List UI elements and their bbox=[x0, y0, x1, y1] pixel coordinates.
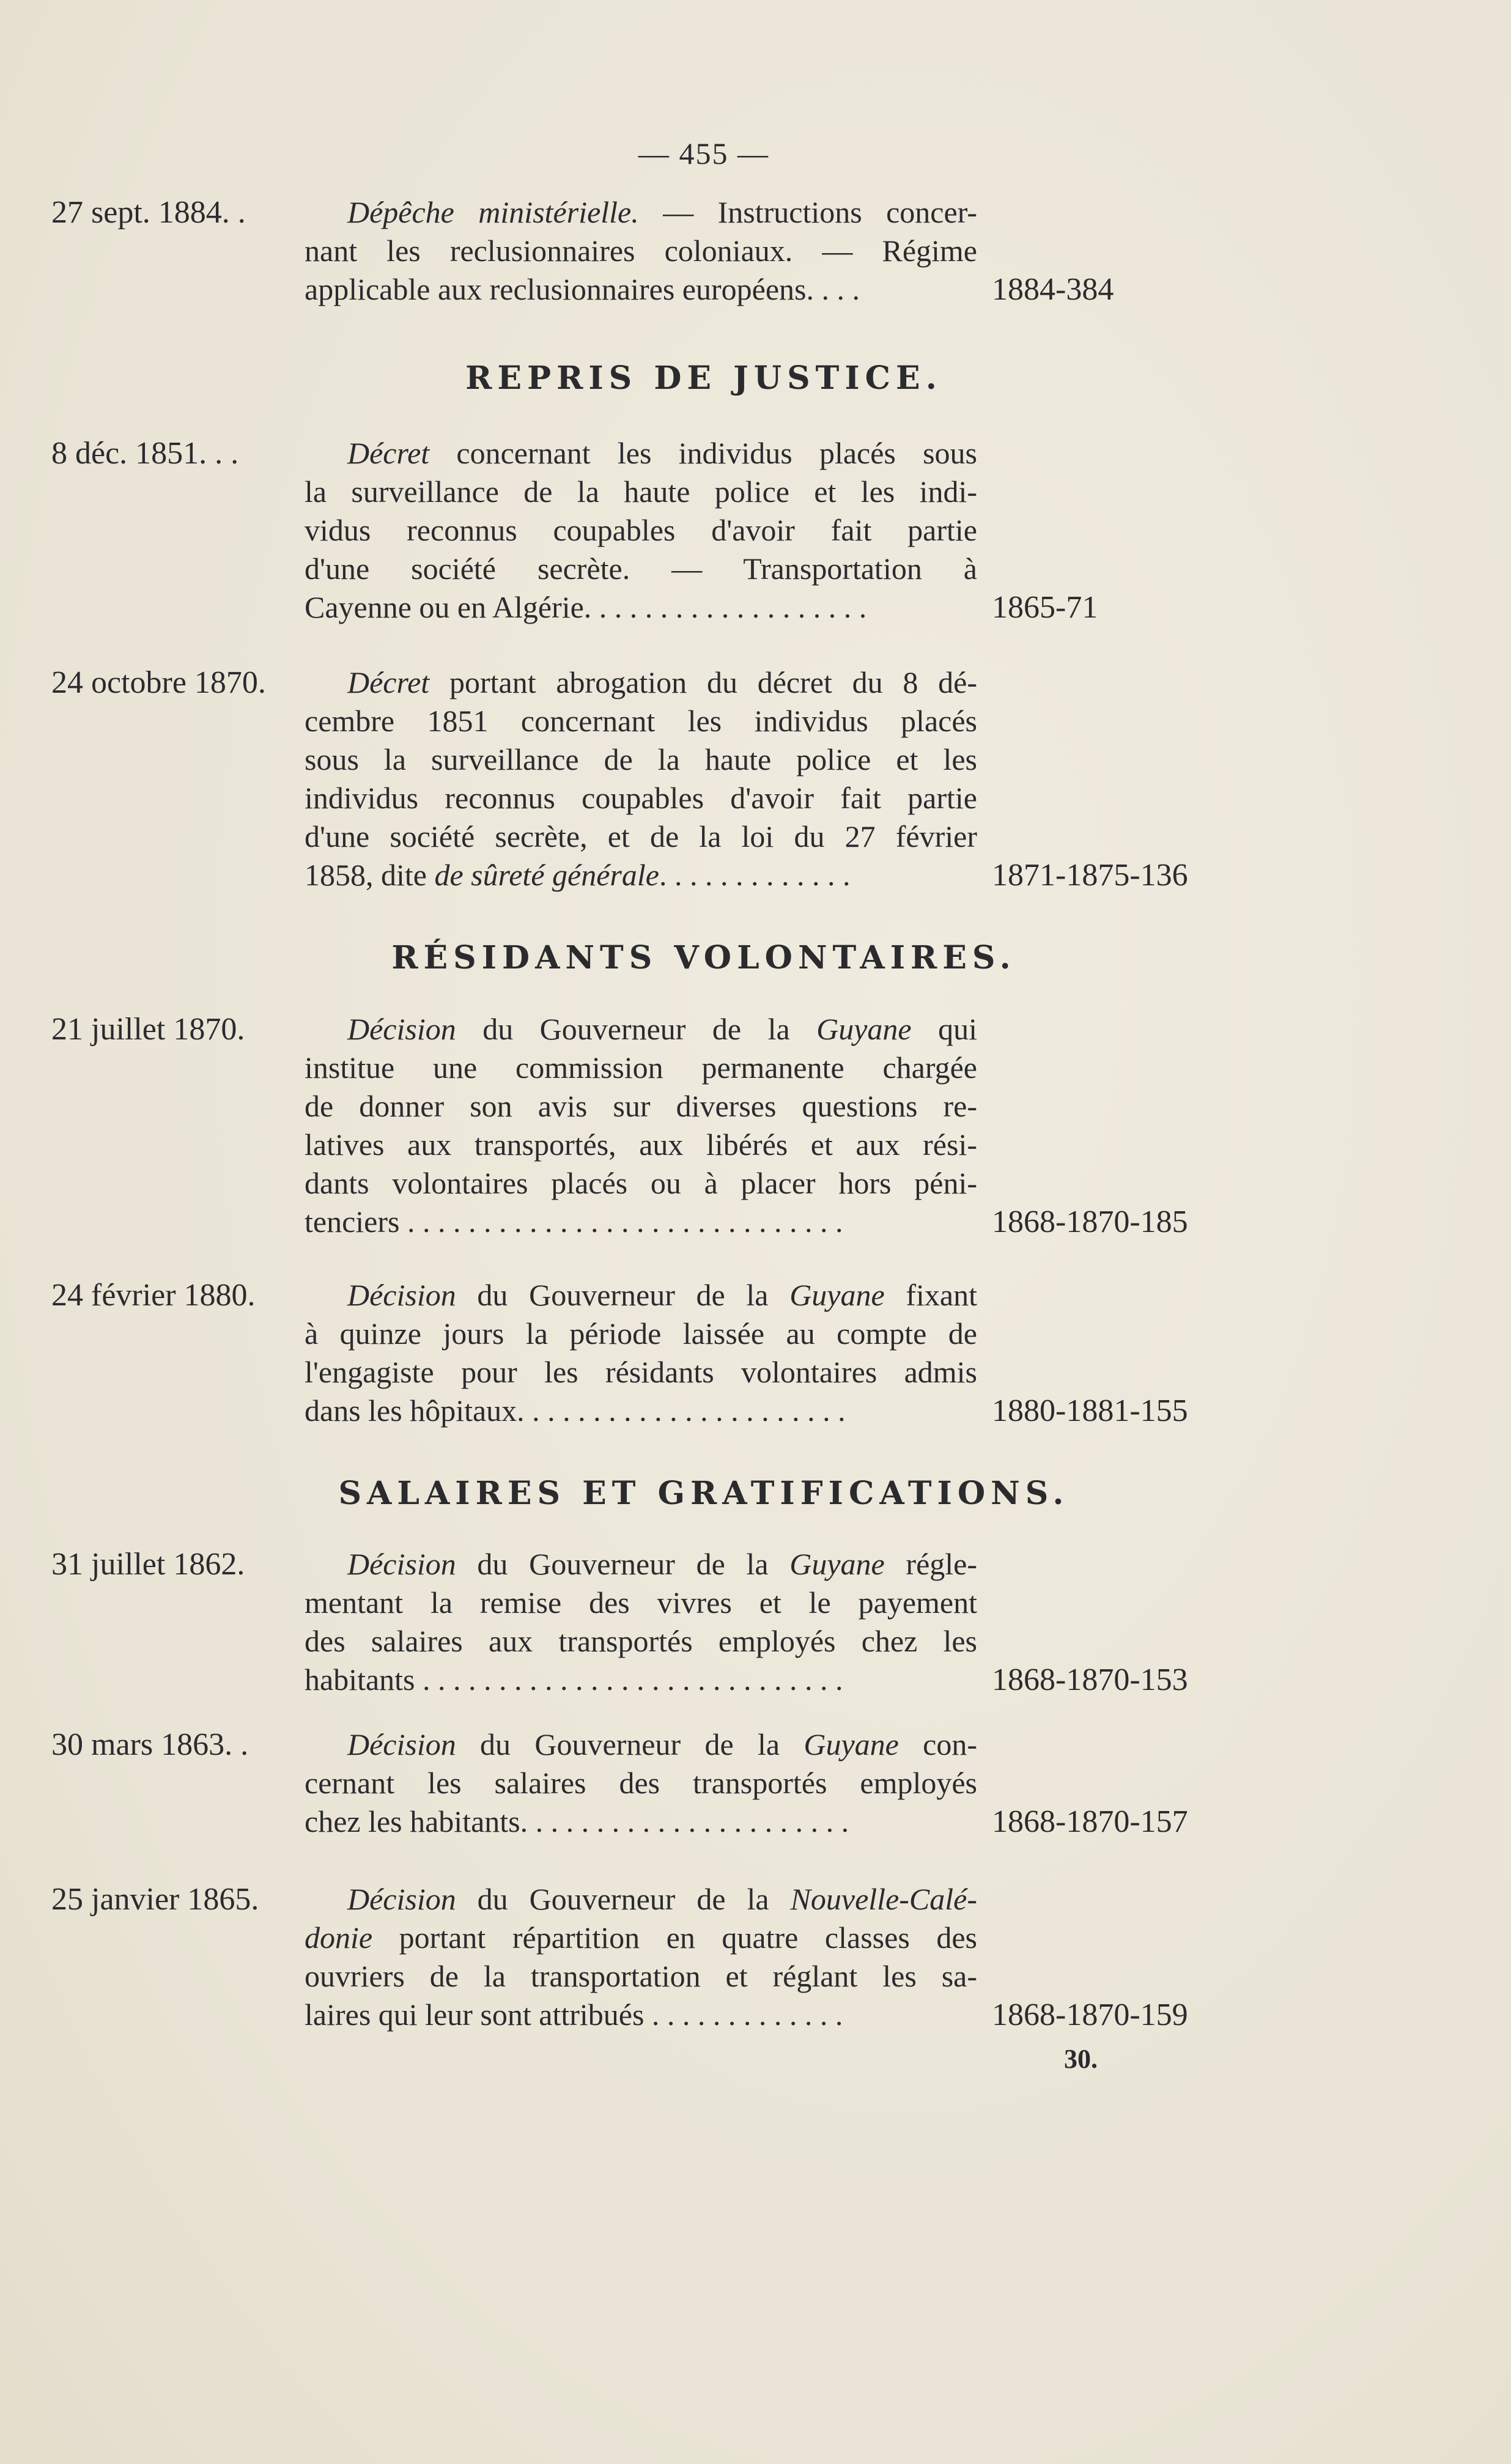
reference: 1871-1875-136 bbox=[992, 858, 1188, 893]
line-text: portant répartition en quatre classes des bbox=[372, 1920, 977, 1955]
entry-line: Cayenne ou en Algérie. . . . . . . . . . . . . . . . . . . bbox=[305, 590, 867, 624]
entry-line bbox=[305, 1010, 977, 1049]
entry-line: applicable aux reclusionnaires européens. . . . bbox=[305, 272, 860, 306]
reference: 1868-1870-153 bbox=[992, 1662, 1188, 1697]
entry-line: institue une commission permanente chargée bbox=[305, 1050, 977, 1085]
entry-line: de donner son avis sur diverses questions re- bbox=[305, 1089, 977, 1123]
entry-line bbox=[305, 663, 977, 702]
entry-line bbox=[305, 1725, 977, 1764]
section-heading: REPRIS DE JUSTICE. bbox=[465, 360, 942, 397]
page-number: — 455 — bbox=[638, 136, 769, 171]
line-text: portant abrogation du décret du 8 dé- bbox=[429, 665, 977, 699]
colony-name: Nouvelle-Calé- bbox=[790, 1882, 977, 1916]
entry-line: nant les reclusionnaires coloniaux. — Régime bbox=[305, 234, 977, 268]
entry-line: d'une société secrète, et de la loi du 27 février bbox=[305, 819, 977, 854]
entry-line: cernant les salaires des transportés employés bbox=[305, 1766, 977, 1800]
reference: 1884-384 bbox=[992, 272, 1114, 307]
entry-date: 24 février 1880. bbox=[51, 1278, 256, 1313]
entry-line: des salaires aux transportés employés chez les bbox=[305, 1624, 977, 1658]
entry-body bbox=[305, 1545, 977, 1699]
entry-line: la surveillance de la haute police et les indi- bbox=[305, 474, 977, 509]
entry-line: vidus reconnus coupables d'avoir fait partie bbox=[305, 513, 977, 547]
line-text: régle- bbox=[884, 1547, 977, 1581]
entry-date: 30 mars 1863. . bbox=[51, 1727, 249, 1762]
doc-type: Décret bbox=[347, 436, 430, 470]
entry-line bbox=[305, 856, 977, 894]
line-text: qui bbox=[911, 1012, 977, 1046]
entry-body bbox=[305, 1276, 977, 1430]
entry-line: laires qui leur sont attribués . . . . . . . . . . . . . bbox=[305, 1997, 843, 2032]
entry-line bbox=[305, 1880, 977, 1919]
section-heading: SALAIRES ET GRATIFICATIONS. bbox=[338, 1475, 1070, 1512]
entry-line: mentant la remise des vivres et le payement bbox=[305, 1585, 977, 1620]
entry-body bbox=[305, 1880, 977, 2034]
leader-dots: . . . . . . . . . . . . . bbox=[659, 858, 851, 892]
colony-name: Guyane bbox=[804, 1727, 899, 1761]
entry-date: 25 janvier 1865. bbox=[51, 1882, 259, 1917]
doc-type: Décision bbox=[347, 1882, 456, 1916]
entry-line: chez les habitants. . . . . . . . . . . . . . . . . . . . . . bbox=[305, 1804, 849, 1839]
line-text: du Gouverneur de la bbox=[456, 1547, 790, 1581]
doc-type: Décision bbox=[347, 1727, 456, 1761]
entry-line: tenciers . . . . . . . . . . . . . . . . . . . . . . . . . . . . . bbox=[305, 1204, 843, 1239]
doc-type: Dépêche ministérielle. bbox=[347, 195, 639, 229]
line-text: du Gouverneur de la bbox=[456, 1012, 817, 1046]
entry-line: ouvriers de la transportation et réglant les sa- bbox=[305, 1959, 977, 1993]
entry-date: 21 juillet 1870. bbox=[51, 1012, 245, 1047]
entry-line bbox=[305, 1276, 977, 1315]
reference: 1868-1870-157 bbox=[992, 1804, 1188, 1839]
entry-body bbox=[305, 434, 977, 627]
doc-type: Décision bbox=[347, 1012, 456, 1046]
entry-date: 8 déc. 1851. . . bbox=[51, 436, 239, 471]
entry-body bbox=[305, 663, 977, 894]
line-text: du Gouverneur de la bbox=[456, 1278, 790, 1312]
colony-name: Guyane bbox=[816, 1012, 912, 1046]
reference: 1865-71 bbox=[992, 590, 1098, 625]
reference: 1880-1881-155 bbox=[992, 1393, 1188, 1428]
entry-line: l'engagiste pour les résidants volontaires admis bbox=[305, 1355, 977, 1389]
entry-body bbox=[305, 1010, 977, 1241]
doc-type: Décret bbox=[347, 665, 430, 699]
entry-line: individus reconnus coupables d'avoir fait partie bbox=[305, 781, 977, 815]
entry-line: cembre 1851 concernant les individus placés bbox=[305, 704, 977, 738]
signature-mark: 30. bbox=[1064, 2044, 1098, 2074]
reference: 1868-1870-185 bbox=[992, 1204, 1188, 1239]
line-text: — Instructions concer- bbox=[638, 195, 977, 229]
entry-line bbox=[305, 434, 977, 473]
entry-body bbox=[305, 1725, 977, 1841]
section-heading: RÉSIDANTS VOLONTAIRES. bbox=[391, 939, 1016, 976]
entry-line: dants volontaires placés ou à placer hors péni- bbox=[305, 1166, 977, 1200]
line-text: concernant les individus placés sous bbox=[429, 436, 977, 470]
entry-line: dans les hôpitaux. . . . . . . . . . . . . . . . . . . . . . bbox=[305, 1393, 846, 1428]
entry-line: à quinze jours la période laissée au compte de bbox=[305, 1316, 977, 1351]
reference: 1868-1870-159 bbox=[992, 1997, 1188, 2032]
line-text: du Gouverneur de la bbox=[456, 1727, 804, 1761]
entry-date: 31 juillet 1862. bbox=[51, 1547, 245, 1582]
line-text: 1858, dite bbox=[305, 858, 435, 892]
entry-line: sous la surveillance de la haute police et les bbox=[305, 742, 977, 776]
line-text: du Gouverneur de la bbox=[456, 1882, 791, 1916]
entry-date: 24 octobre 1870. bbox=[51, 665, 266, 700]
colony-name: Guyane bbox=[789, 1278, 885, 1312]
line-text: fixant bbox=[884, 1278, 977, 1312]
colony-name: donie bbox=[305, 1920, 373, 1955]
line-text: con- bbox=[898, 1727, 977, 1761]
entry-line: habitants . . . . . . . . . . . . . . . . . . . . . . . . . . . . bbox=[305, 1662, 843, 1697]
entry-line bbox=[305, 1919, 977, 1957]
entry-body bbox=[305, 193, 977, 309]
entry-line: latives aux transportés, aux libérés et aux rési- bbox=[305, 1127, 977, 1162]
entry-line bbox=[305, 1545, 977, 1584]
doc-type: Décision bbox=[347, 1547, 456, 1581]
doc-type: Décision bbox=[347, 1278, 456, 1312]
entry-line bbox=[305, 193, 977, 232]
law-title: de sûreté générale bbox=[434, 858, 659, 892]
entry-line: d'une société secrète. — Transportation à bbox=[305, 551, 977, 586]
colony-name: Guyane bbox=[789, 1547, 885, 1581]
entry-date: 27 sept. 1884. . bbox=[51, 195, 246, 230]
